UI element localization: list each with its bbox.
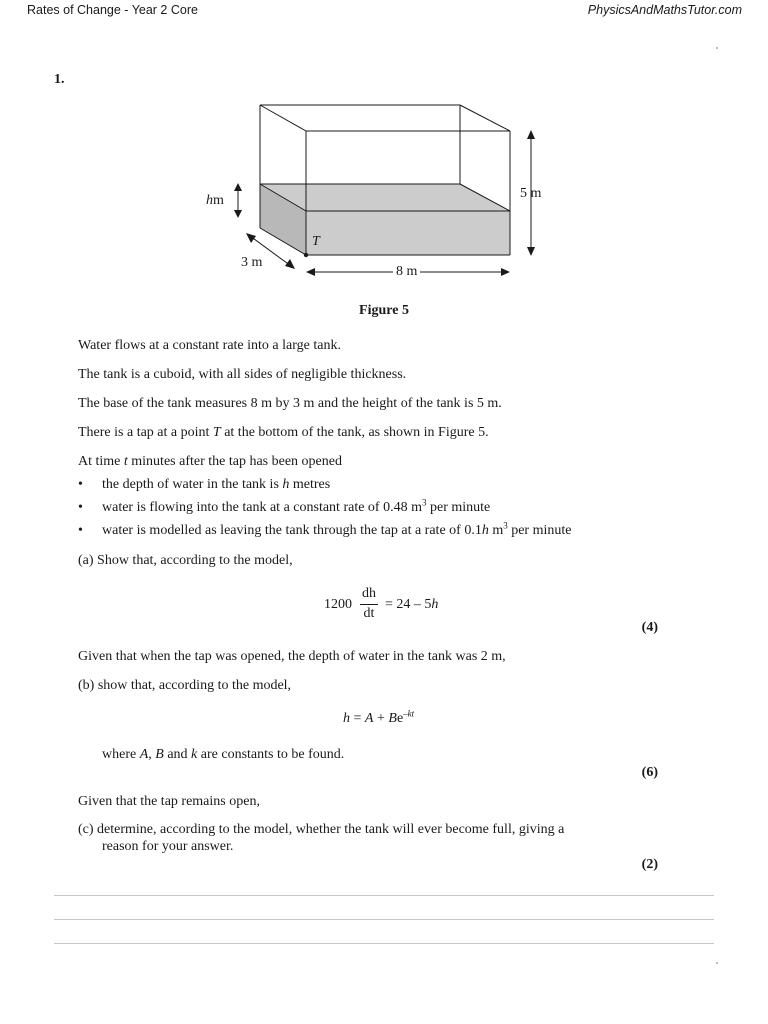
label-length-8m: 8 m (396, 264, 418, 279)
bullet-3: water is modelled as leaving the tank through the tap at a rate of 0.1h $m^3$ per minute (102, 520, 572, 538)
water-front-face (306, 211, 510, 255)
part-c-line-2: reason for your answer. (102, 839, 234, 854)
marks-c: (2) (641, 857, 658, 872)
answer-line[interactable] (54, 943, 714, 944)
given-1: Given that when the tap was opened, the depth of water in the tank was 2 m, (78, 649, 506, 664)
label-width-3m: 3 m (241, 255, 263, 270)
label-tap-T: T (312, 234, 320, 249)
bullet-symbol: • (78, 477, 83, 492)
intro-line-5: At time t minutes after the tap has been opened (78, 454, 342, 469)
part-a-text: (a) Show that, according to the model, (78, 553, 293, 568)
header-left-title: Rates of Change - Year 2 Core (27, 3, 198, 17)
bullet-1: the depth of water in the tank is h metres (102, 477, 331, 492)
bullet-symbol: • (78, 523, 83, 538)
eq-b: $h = A + Be^{-kt}$ (343, 708, 415, 726)
part-b-text: (b) show that, according to the model, (78, 678, 292, 693)
label-height-5m: 5 m (520, 186, 542, 201)
tank-figure (0, 0, 768, 300)
header-right-site: PhysicsAndMathsTutor.com (587, 3, 742, 17)
part-c-line-1: (c) determine, according to the model, whether the tank will ever become full, giving a (78, 822, 565, 837)
answer-line[interactable] (54, 895, 714, 896)
eq-a-denominator: dt (363, 606, 375, 621)
intro-line-2: The tank is a cuboid, with all sides of negligible thickness. (78, 367, 407, 382)
label-h: hm (206, 193, 224, 208)
figure-caption: Figure 5 (359, 303, 409, 318)
marks-a: (4) (641, 620, 658, 635)
eq-a-fraction-bar (360, 604, 378, 605)
tap-point (304, 253, 308, 257)
intro-line-1: Water flows at a constant rate into a large tank. (78, 338, 341, 353)
eq-a-rhs: = 24 – 5h (385, 597, 439, 612)
intro-line-3: The base of the tank measures 8 m by 3 m and the height of the tank is 5 m. (78, 396, 502, 411)
given-2: Given that the tap remains open, (78, 794, 260, 809)
marks-b: (6) (641, 765, 658, 780)
question-number: 1. (54, 72, 65, 87)
intro-line-4: There is a tap at a point T at the bottom of the tank, as shown in Figure 5. (78, 425, 489, 440)
page-marker (716, 962, 718, 964)
bullet-2: water is flowing into the tank at a constant rate of 0.48 $m^3$ per minute (102, 497, 491, 515)
bullet-symbol: • (78, 500, 83, 515)
eq-a-coefficient: 1200 (324, 597, 352, 612)
part-b-where: where A, B and k are constants to be found. (102, 747, 345, 762)
answer-line[interactable] (54, 919, 714, 920)
eq-a-numerator: dh (362, 586, 376, 601)
